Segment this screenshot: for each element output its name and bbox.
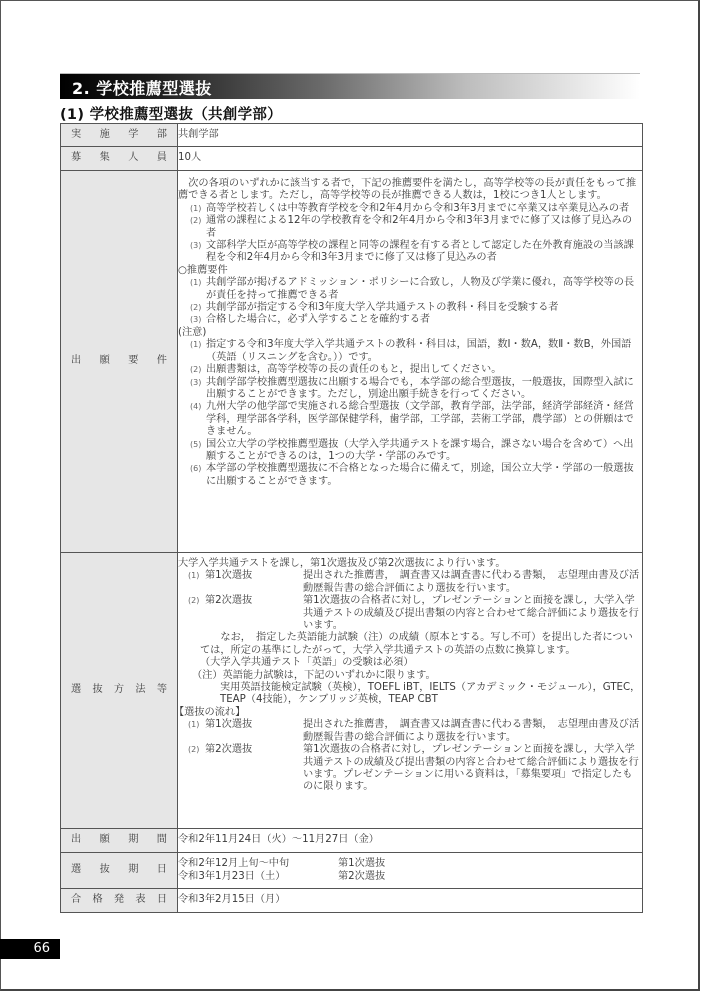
tests-list: 実用英語技能検定試験（英検），TOEFL iBT，IELTS（アカデミック・モジュール），GTEC，TEAP（4技能），ケンブリッジ英検，TEAP CBT <box>220 682 641 706</box>
schedule-row: 令和3年1月23日（土） 第2次選抜 <box>178 870 386 882</box>
schedule-row: 令和2年12月上旬～中旬 第1次選抜 <box>178 858 386 870</box>
row-announcement <box>61 889 643 913</box>
english-note: なお， 指定した英語能力試験（注）の成績（原本とする。写し不可）を提出した者については，所定の基準にしたがって，大学入学共通テストの英語の点数に換算します。 <box>200 632 633 656</box>
value-faculty: 共創学部 <box>178 124 643 147</box>
flow-stage: (1) 第1次選抜 提出された推薦書， 調査書又は調査書に代わる書類， 志望理由書及び活動歴報告書の総合評価により選抜を行います。 <box>188 719 640 743</box>
value-selection-method <box>174 553 643 829</box>
label-selection-method: 選 抜 方 法 等 <box>61 553 178 829</box>
row-selection-method <box>61 553 643 829</box>
label-capacity: 募 集 人 員 <box>61 147 178 171</box>
recommendation-item: (1) 共創学部が掲げるアドミッション・ポリシーに合致し，人物及び学業に優れ，高等学校等の長が責任を持って推薦できる者 <box>190 277 635 301</box>
selection-stage: (1) 第1次選抜 提出された推薦書， 調査書又は調査書に代わる書類， 志望理由書及び活動歴報告書の総合評価により選抜を行います。 <box>188 570 640 594</box>
note-item: (2) 出願書類は，高等学校等の長の責任のもと，提出してください。 <box>190 364 502 376</box>
notes-heading: (注意) <box>178 326 207 338</box>
section-heading-bar <box>60 73 640 99</box>
sub-heading: (1) 学校推薦型選抜（共創学部） <box>60 107 282 123</box>
tests-heading: （注）英語能力試験は，下記のいずれかに限ります。 <box>192 669 436 681</box>
value-requirements <box>178 171 643 553</box>
recommendation-heading: ○推薦要件 <box>178 264 228 276</box>
row-capacity <box>61 147 643 171</box>
requirements-table <box>60 123 643 913</box>
note-item: (6) 本学部の学校推薦型選抜に不合格となった場合に備えて，別途，国公立大学・学部の一般選抜に出願することができます。 <box>190 463 634 487</box>
value-announcement: 令和3年2月15日（月） <box>178 889 643 913</box>
flow-heading: 【選抜の流れ】 <box>174 706 246 718</box>
selection-stage: (2) 第2次選抜 第1次選抜の合格者に対し，プレゼンテーションと面接を課し，大学入学共通テストの成績及び提出書類の内容と合わせて総合評価により選抜を行います。 <box>188 595 639 632</box>
english-required: （大学入学共通テスト「英語」の受験は必須） <box>200 657 414 669</box>
selection-intro: 大学入学共通テストを課し，第1次選抜及び第2次選抜により行います。 <box>178 558 506 569</box>
eligibility-item: (3) 文部科学大臣が高等学校の課程と同等の課程を有する者として認定した在外教育施設の当該課程を令和2年4月から令和3年3月までに修了又は修了見込みの者 <box>190 240 634 264</box>
eligibility-item: (2) 通常の課程による12年の学校教育を令和2年4月から令和3年3月までに修了又は修了見込みの者 <box>190 215 633 239</box>
recommendation-item: (3) 合格した場合に，必ず入学することを確約する者 <box>190 314 431 326</box>
row-requirements <box>61 171 643 553</box>
note-item: (5) 国公立大学の学校推薦型選抜（大学入学共通テストを課す場合，課さない場合を含めて）へ出願することができるのは，1つの大学・学部のみです。 <box>190 438 634 462</box>
page-number: 66 <box>0 939 60 959</box>
note-item: (4) 九州大学の他学部で実施される総合型選抜（文学部，教育学部，法学部，経済学部経済・経営学科，理学部各学科，医学部保健学科，歯学部，工学部，芸術工学部，農学部）との併願はできません。 <box>190 401 634 438</box>
recommendation-item: (2) 共創学部が指定する令和3年度大学入学共通テストの教科・科目を受験する者 <box>190 302 559 314</box>
label-faculty: 実 施 学 部 <box>61 124 178 147</box>
row-selection-dates <box>61 853 643 889</box>
row-faculty <box>61 124 643 147</box>
value-application-period: 令和2年11月24日（火）～11月27日（金） <box>178 829 643 853</box>
label-selection-dates: 選 抜 期 日 <box>61 853 178 889</box>
section-heading: 2. 学校推薦型選抜 <box>72 79 212 98</box>
label-announcement: 合 格 発 表 日 <box>61 889 178 913</box>
note-item: (3) 共創学部学校推薦型選抜に出願する場合でも，本学部の総合型選抜，一般選抜，国際型入試に出願することができます。ただし，別途出願手続きを行ってください。 <box>190 376 634 400</box>
flow-stage: (2) 第2次選抜 第1次選抜の合格者に対し，プレゼンテーションと面接を課し，大学入学共通テストの成績及び提出書類の内容と合わせて総合評価により選抜を行います。プレゼンテーションに用いる資料は，「募集要項」で指定したものに限ります。 <box>188 744 639 793</box>
requirements-intro: 次の各項のいずれかに該当する者で，下記の推薦要件を満たし，高等学校等の長が責任をもって推薦できる者とします。ただし，高等学校等の長が推薦できる人数は，1校につき1人とします。 <box>178 178 637 202</box>
eligibility-item: (1) 高等学校若しくは中等教育学校を令和2年4月から令和3年3月までに卒業又は卒業見込みの者 <box>190 202 630 214</box>
value-selection-dates <box>178 853 643 889</box>
row-application-period <box>61 829 643 853</box>
label-application-period: 出 願 期 間 <box>61 829 178 853</box>
label-requirements: 出 願 要 件 <box>61 171 178 553</box>
value-capacity: 10人 <box>178 147 643 171</box>
note-item: (1) 指定する令和3年度大学入学共通テストの教科・科目は，国語，数Ⅰ・数A，数Ⅱ・数B，外国語（英語（リスニングを含む。））です。 <box>190 339 632 363</box>
